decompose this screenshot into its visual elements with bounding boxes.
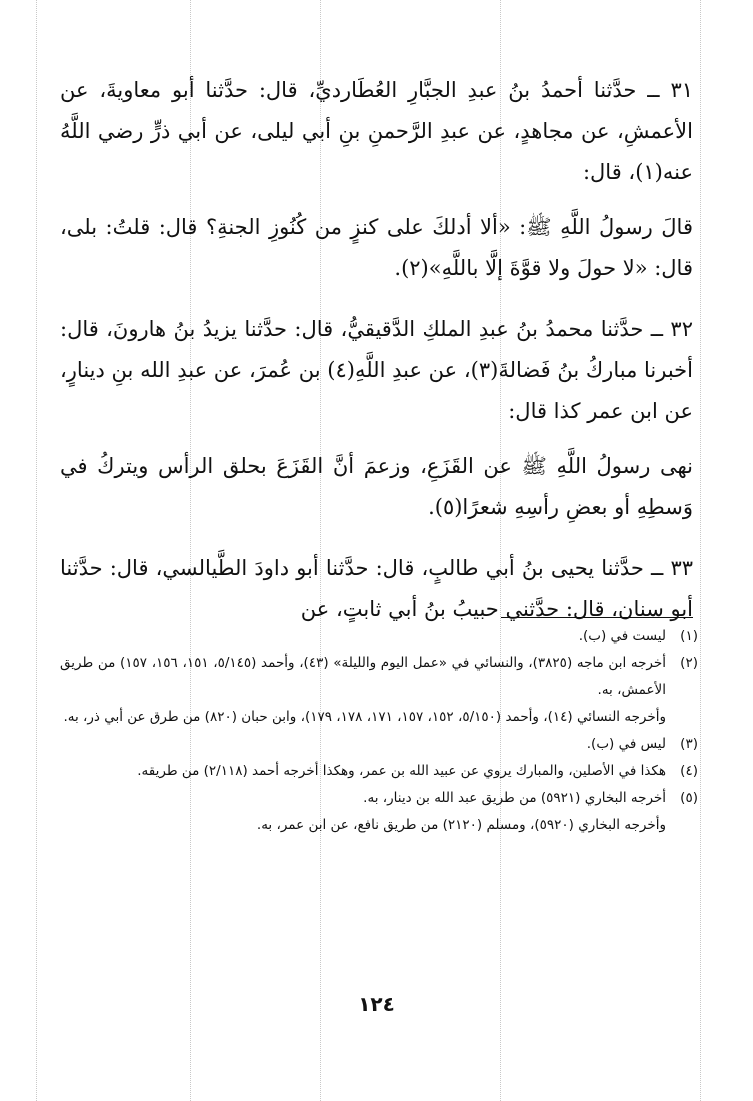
- hadith-31-matn: قالَ رسولُ اللَّهِ ﷺ: «ألا أدلكَ على كنزٍ من كُنُوزِ الجنةِ؟ قال: قلتُ: بلى، قال: «لا حولَ ولا قوَّةَ إلَّا باللَّهِ»(٢).: [60, 215, 693, 280]
- footnote-text: هكذا في الأصلين، والمبارك يروي عن عبيد الله بن عمر، وهكذا أخرجه أحمد (٢/١١٨) من طريقه.: [137, 763, 666, 779]
- footnote-5-continuation: وأخرجه البخاري (٥٩٢٠)، ومسلم (٢١٢٠) من طريق نافع، عن ابن عمر، به.: [256, 817, 666, 833]
- footnote-3: [60, 731, 698, 758]
- page-number: ١٢٤: [358, 992, 395, 1016]
- guide-line: [36, 0, 37, 1101]
- footnote-text: أخرجه البخاري (٥٩٢١) من طريق عبد الله بن دينار، به.: [363, 790, 666, 806]
- hadith-number: ٣١ ــ: [647, 78, 693, 102]
- footnote-2-continuation: وأخرجه النسائي (١٤)، وأحمد (٥/١٥٠، ١٥٢، ١٥٧، ١٧١، ١٧٨، ١٧٩)، وابن حبان (٨٢٠) من طرق عن أبي ذر، به.: [63, 709, 666, 725]
- footnote-number: (٣): [680, 736, 698, 752]
- hadith-31-isnad: [60, 70, 693, 193]
- guide-line: [700, 0, 701, 1101]
- hadith-text: حدَّثنا محمدُ بنُ عبدِ الملكِ الدَّقيقيُّ، قال: حدَّثنا يزيدُ بنُ هارونَ، قال: أخبرنا مباركُ بنُ فَضالةَ(٣)، عن عبدِ اللَّهِ(٤) بن عُمرَ، عن عبدِ الله بنِ دينارٍ، عن ابن عمر كذا قال:: [60, 317, 693, 423]
- footnote-text: ليس في (ب).: [586, 736, 666, 752]
- footnote-text: ليست في (ب).: [578, 628, 666, 644]
- footnote-4: [60, 758, 698, 785]
- hadith-text: حدَّثنا يحيى بنُ أبي طالبٍ، قال: حدَّثنا أبو داودَ الطَّيالسي، قال: حدَّثنا أبو سنان، قال: حدَّثني حبيبُ بنُ أبي ثابتٍ، عن: [60, 556, 693, 621]
- footnotes: [60, 623, 698, 839]
- hadith-32-matn: نهى رسولُ اللَّهِ ﷺ عن القَزَعِ، وزعمَ أنَّ القَزَعَ بحلق الرأس ويتركُ في وَسطِهِ أو بعضِ رأسِهِ شعرًا(٥).: [60, 454, 693, 519]
- hadith-text: حدَّثنا أحمدُ بنُ عبدِ الجبَّارِ العُطَارديِّ، قال: حدَّثنا أبو معاويةَ، عن الأعمشِ، عن مجاهدٍ، عن عبدِ الرَّحمنِ بنِ أبي ليلى، عن أبي ذرٍّ رضي اللَّهُ عنه(١)، قال:: [60, 78, 693, 184]
- hadith-number: ٣٢ ــ: [650, 317, 693, 341]
- hadith-number: ٣٣ ــ: [651, 556, 694, 580]
- footnote-separator: [501, 617, 693, 618]
- footnote-number: (٤): [680, 763, 698, 779]
- main-text: [60, 70, 693, 644]
- footnote-2: [60, 650, 698, 704]
- footnote-1: [60, 623, 698, 650]
- hadith-32-isnad: [60, 309, 693, 432]
- footnote-text: أخرجه ابن ماجه (٣٨٢٥)، والنسائي في «عمل اليوم والليلة» (٤٣)، وأحمد (٥/١٤٥، ١٥١، ١٥٦، ١٥٧) من طريق الأعمش، به.: [60, 655, 666, 698]
- footnote-number: (١): [680, 628, 698, 644]
- footnote-number: (٥): [680, 790, 698, 806]
- footnote-number: (٢): [680, 655, 698, 671]
- footnote-5: [60, 785, 698, 812]
